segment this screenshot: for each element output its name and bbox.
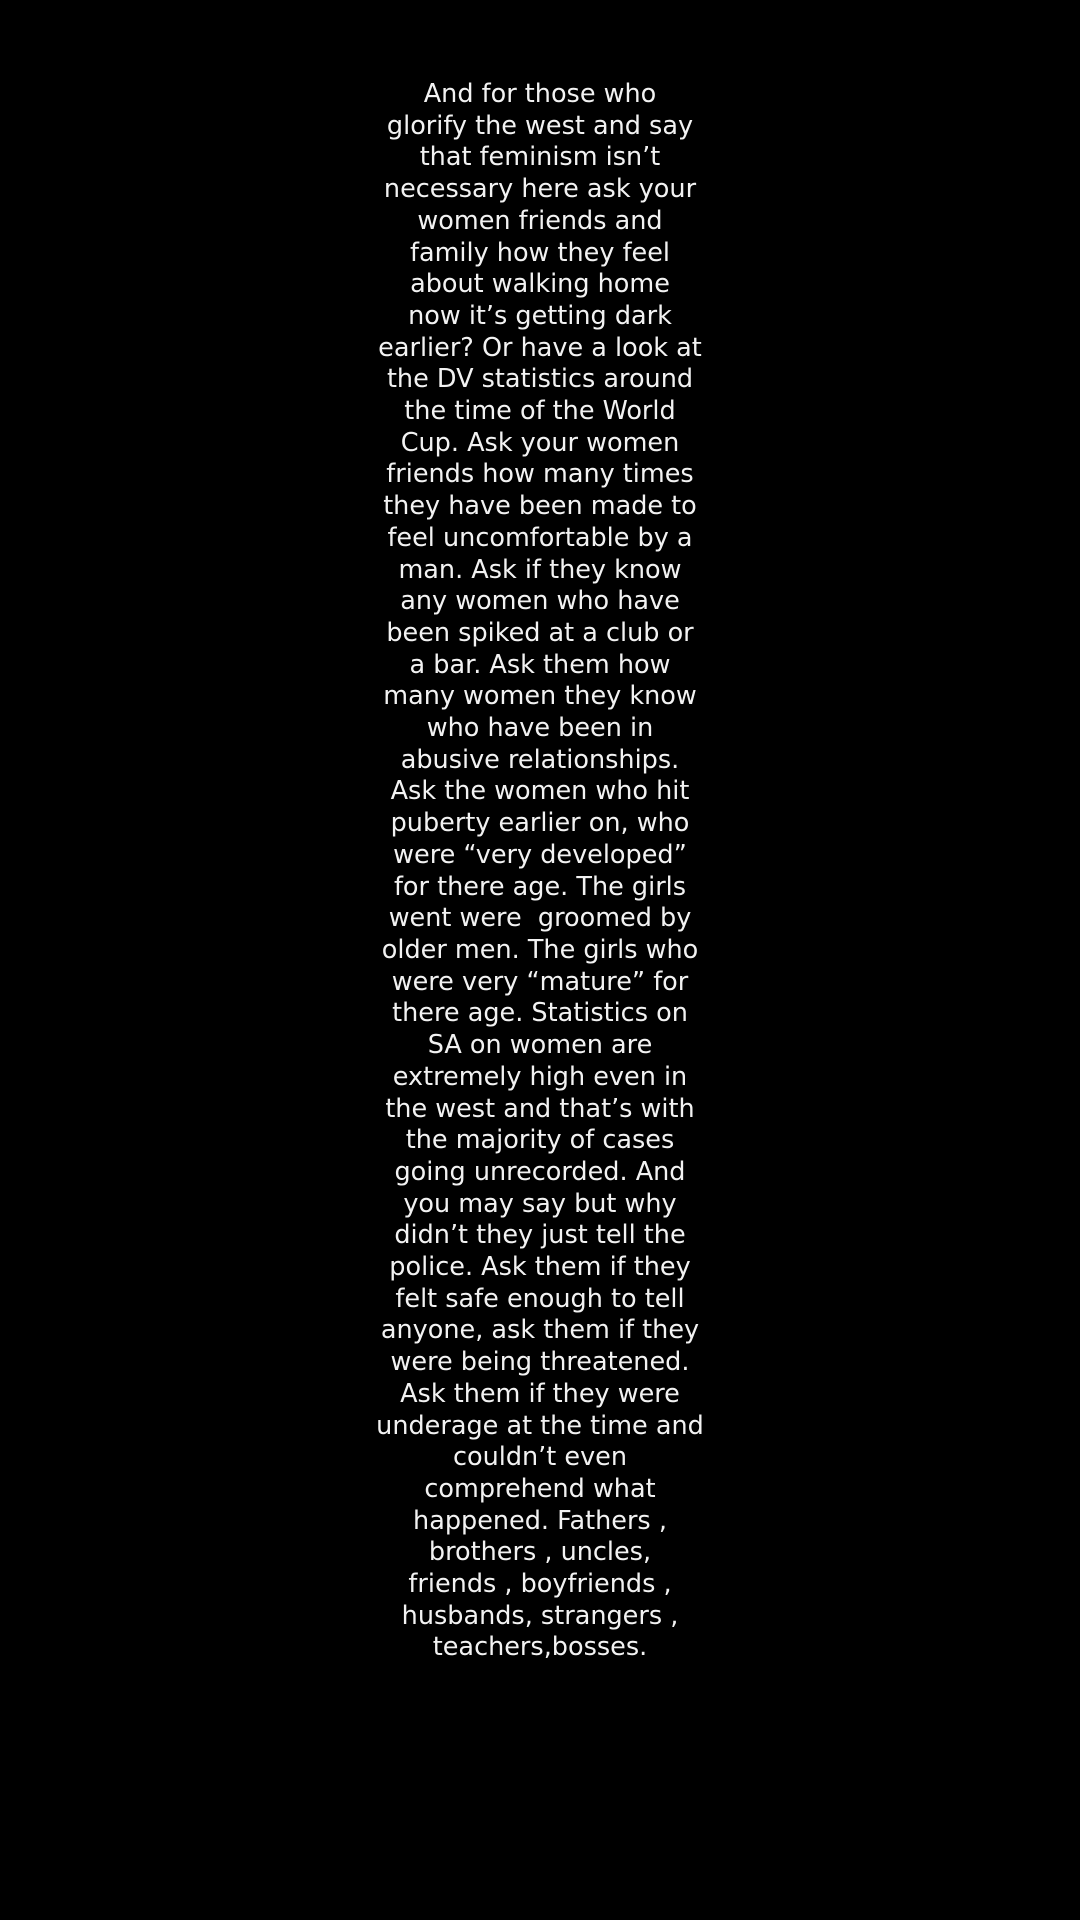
story-text-line: they have been made to <box>383 491 697 522</box>
story-text-line: And for those who <box>423 79 657 109</box>
story-text-line: for there age. The girls <box>393 871 687 902</box>
story-text-line: puberty earlier on, who <box>390 808 690 839</box>
story-text-line: now it’s getting dark <box>408 300 672 331</box>
story-text-line: police. Ask them if they <box>389 1252 691 1283</box>
story-text-line: you may say but why <box>403 1188 677 1219</box>
story-text-line: women friends and <box>417 205 663 236</box>
story-text-line: felt safe enough to tell <box>395 1283 685 1314</box>
story-text-line: were very “mature” for <box>391 966 689 997</box>
story-text-line: the time of the World <box>404 396 676 427</box>
story-text-line: were “very developed” <box>393 839 687 870</box>
story-text-line: anyone, ask them if they <box>380 1315 700 1346</box>
story-text-line: Cup. Ask your women <box>400 427 680 458</box>
story-text-line: friends how many times <box>386 459 694 490</box>
story-text-line: many women they know <box>383 681 697 712</box>
story-text-line: friends , boyfriends , <box>408 1569 672 1600</box>
story-text-line: who have been in <box>426 713 654 744</box>
story-text-line: didn’t they just tell the <box>394 1220 686 1251</box>
story-text-line: teachers,bosses. <box>432 1632 648 1663</box>
story-text-block <box>0 79 1080 1664</box>
story-text-line: husbands, strangers , <box>401 1600 679 1631</box>
story-text-line: family how they feel <box>409 237 671 268</box>
story-text-line: man. Ask if they know <box>398 554 682 585</box>
story-text-line: brothers , uncles, <box>428 1537 652 1568</box>
story-text-line: comprehend what <box>424 1473 656 1504</box>
story-text-line: abusive relationships. <box>400 744 680 775</box>
story-text-line: the DV statistics around <box>386 364 694 395</box>
story-text-line: any women who have <box>400 586 680 617</box>
story-text-line: there age. Statistics on <box>392 998 688 1029</box>
story-text-line: happened. Fathers , <box>413 1505 667 1536</box>
story-text-line: a bar. Ask them how <box>409 649 671 680</box>
story-text-line: older men. The girls who <box>381 934 699 965</box>
story-text-line: feel uncomfortable by a <box>387 522 693 553</box>
story-text-line: SA on women are <box>427 1030 653 1061</box>
story-text-line: couldn’t even <box>452 1442 628 1473</box>
story-text-line: extremely high even in <box>392 1061 688 1092</box>
story-text-line: the majority of cases <box>405 1125 675 1156</box>
story-text-line: that feminism isn’t <box>419 142 661 173</box>
story-text-line: going unrecorded. And <box>394 1156 686 1187</box>
story-text-line: about walking home <box>410 269 670 300</box>
story-text-line: been spiked at a club or <box>386 617 694 648</box>
story-text-line: Ask the women who hit <box>390 776 690 807</box>
story-text-line: underage at the time and <box>376 1410 704 1441</box>
story-text-line: Ask them if they were <box>400 1378 680 1409</box>
story-text-line: glorify the west and say <box>386 110 694 141</box>
story-text-line: earlier? Or have a look at <box>378 332 702 363</box>
story-text-line: were being threatened. <box>390 1347 690 1378</box>
story-text-line: went were groomed by <box>388 903 692 934</box>
story-text-line: the west and that’s with <box>385 1093 695 1124</box>
story-text-line: necessary here ask your <box>383 174 697 205</box>
